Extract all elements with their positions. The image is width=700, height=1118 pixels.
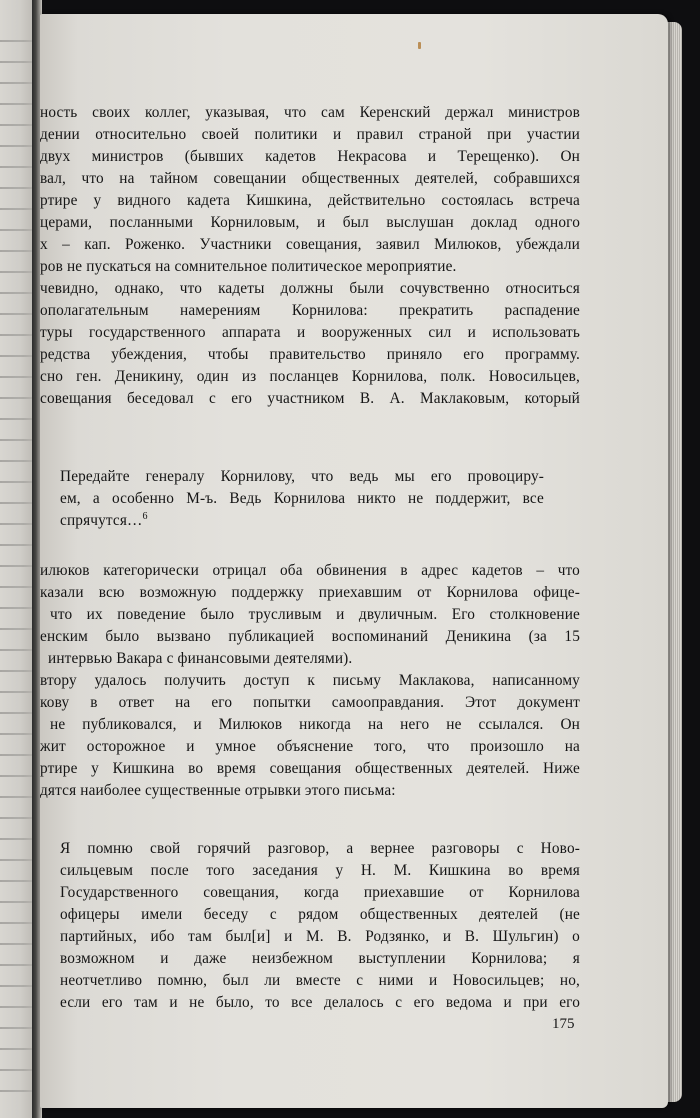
- body-line: чевидно, однако, что кадеты должны были сочувственно относиться: [40, 280, 580, 297]
- body-line: дении относительно своей политики и правил страной при участии: [40, 126, 580, 143]
- body-line: енским было вызвано публикацией воспоминаний Деникина (за 15: [40, 628, 580, 645]
- body-line: ность своих коллег, указывая, что сам Керенский держал министров: [40, 104, 580, 121]
- quote-line: сильцевым после того заседания у Н. М. Кишкина во время: [60, 862, 580, 879]
- body-line: илюков категорически отрицал оба обвинения в адрес кадетов – что: [40, 562, 580, 579]
- body-line: дятся наиболее существенные отрывки этого письма:: [40, 782, 396, 799]
- quote-line: неотчетливо помню, был ли вместе с ними и Новосильцев; но,: [60, 972, 580, 989]
- quote-line: возможном и даже неизбежном выступлении Корнилова; я: [60, 950, 580, 967]
- body-line: ополагательным намерениям Корнилова: прекратить распадение: [40, 302, 580, 319]
- body-line: х – кап. Роженко. Участники совещания, заявил Милюков, убеждали: [40, 236, 580, 253]
- body-line: казали всю возможную поддержку приехавшим от Корнилова офице-: [40, 584, 580, 601]
- body-line: сно ген. Деникину, один из посланцев Корнилова, полк. Новосильцев,: [40, 368, 580, 385]
- body-line: ров не пускаться на сомнительное политическое мероприятие.: [40, 258, 457, 275]
- body-line: не публиковался, и Милюков никогда на него не ссылался. Он: [50, 716, 580, 733]
- quote-line: если его там и не было, то все делалось с его ведома и при его: [60, 994, 580, 1011]
- quote-line: партийных, ибо там был[и] и М. В. Родзянко, и В. Шульгин) о: [60, 928, 580, 945]
- body-line: что их поведение было трусливым и двуличным. Его столкновение: [50, 606, 580, 623]
- body-line: туры государственного аппарата и вооруженных сил и использовать: [40, 324, 580, 341]
- body-line: совещания беседовал с его участником В. А. Маклаковым, который: [40, 390, 580, 407]
- body-line: редства убеждения, чтобы правительство приняло его программу.: [40, 346, 580, 363]
- quote-text: спрячутся…: [60, 512, 143, 529]
- quote-line: Передайте генералу Корнилову, что ведь мы его провоциру-: [60, 468, 544, 485]
- quote-line-last: [60, 510, 148, 532]
- book-page: [40, 14, 668, 1108]
- body-line: жит осторожное и умное объяснение того, что произошло на: [40, 738, 580, 755]
- body-line: вал, что на тайном совещании общественных деятелей, собравшихся: [40, 170, 580, 187]
- body-line: церами, посланными Корниловым, и был выслушан доклад одного: [40, 214, 580, 231]
- quote-line: офицеры имели беседу с рядом общественных деятелей (не: [60, 906, 580, 923]
- left-facing-page: [0, 0, 34, 1118]
- body-line: двух министров (бывших кадетов Некрасова и Терещенко). Он: [40, 148, 580, 165]
- body-line: втору удалось получить доступ к письму Маклакова, написанному: [40, 672, 580, 689]
- left-page-text-fragments: [0, 40, 34, 1100]
- page-number: 175: [552, 1016, 575, 1032]
- quote-line: Я помню свой горячий разговор, а вернее разговоры с Ново-: [60, 840, 580, 857]
- paper-speck: [418, 42, 421, 49]
- body-line: интервью Вакара с финансовыми деятелями).: [48, 650, 353, 667]
- quote-line: ем, а особенно М-ъ. Ведь Корнилова никто не поддержит, все: [60, 490, 544, 507]
- body-line: ртире у Кишкина во время совещания общественных деятелей. Ниже: [40, 760, 580, 777]
- body-line: ртире у видного кадета Кишкина, действительно состоялась встреча: [40, 192, 580, 209]
- body-line: кову в ответ на его попытки самооправдания. Этот документ: [40, 694, 580, 711]
- quote-line: Государственного совещания, когда приехавшие от Корнилова: [60, 884, 580, 901]
- footnote-marker: 6: [142, 510, 148, 522]
